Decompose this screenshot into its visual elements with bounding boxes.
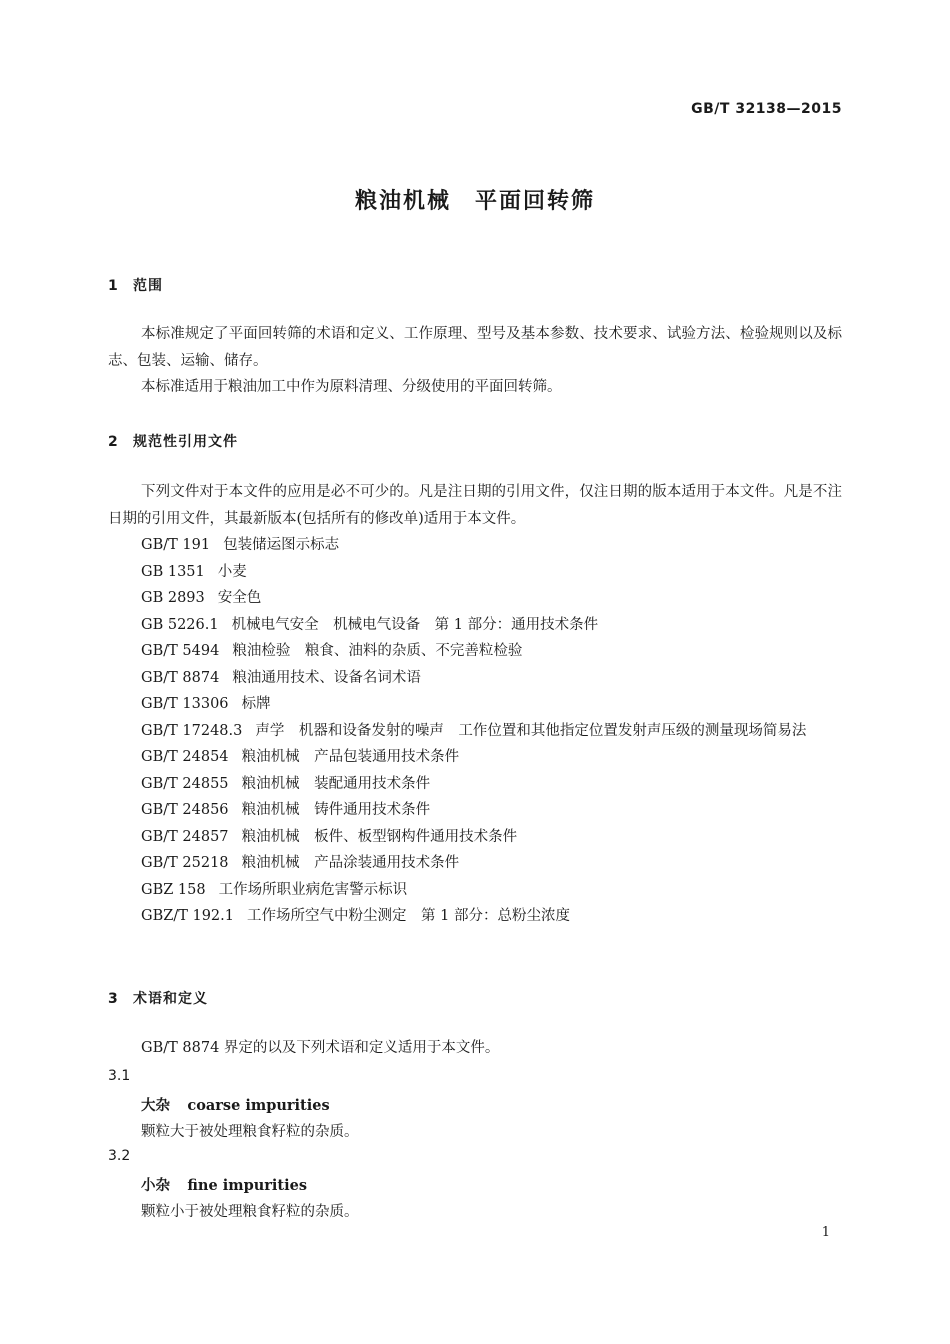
term-number: 3.1 (108, 1068, 131, 1084)
term-name-zh: 大杂 (141, 1097, 170, 1114)
reference-item (108, 718, 842, 745)
paragraph: GB/T 8874 界定的以及下列术语和定义适用于本文件。 (141, 1040, 500, 1056)
reference-title: 粮油机械 产品包装通用技术条件 (241, 749, 460, 765)
reference-title: 粮油机械 产品涂装通用技术条件 (241, 855, 460, 871)
reference-item (108, 691, 842, 718)
term-definition: 颗粒大于被处理粮食籽粒的杂质。 (141, 1124, 359, 1140)
reference-title: 安全色 (217, 590, 262, 606)
reference-code: GB/T 24857 (141, 828, 229, 845)
reference-title: 粮油通用技术、设备名词术语 (232, 669, 421, 686)
page-number: 1 (821, 1225, 830, 1240)
reference-item (108, 559, 842, 586)
reference-code: GB/T 191 (141, 537, 211, 553)
reference-code: GB 2893 (141, 590, 205, 606)
reference-title: 粮油检验 粮食、油料的杂质、不完善粒检验 (232, 643, 523, 659)
reference-item (108, 585, 842, 612)
document-title: 粮油机械 平面回转筛 (354, 189, 595, 214)
reference-code: GB/T 17248.3 (141, 722, 243, 739)
reference-item (108, 744, 842, 771)
reference-code: GB/T 24855 (141, 775, 229, 792)
term-name (141, 1094, 330, 1115)
term-name (141, 1174, 307, 1195)
section-scope-body (108, 321, 842, 401)
term-number: 3.2 (108, 1148, 131, 1164)
section-references-body (108, 479, 842, 930)
reference-item (108, 612, 842, 639)
reference-item (108, 771, 842, 798)
reference-title: 声学 机器和设备发射的噪声 工作位置和其他指定位置发射声压级的测量现场简易法 (255, 722, 807, 739)
term-definition: 颗粒小于被处理粮食籽粒的杂质。 (141, 1204, 359, 1220)
reference-item (108, 665, 842, 692)
reference-title: 包装储运图示标志 (223, 537, 340, 553)
reference-code: GBZ/T 192.1 (141, 908, 234, 924)
term-name-en: fine impurities (187, 1177, 308, 1194)
reference-code: GB/T 24856 (141, 802, 229, 818)
reference-item (108, 824, 842, 851)
reference-code: GBZ 158 (141, 881, 206, 898)
reference-title: 工作场所空气中粉尘测定 第 1 部分：总粉尘浓度 (247, 908, 570, 924)
paragraph: 本标准适用于粮油加工中作为原料清理、分级使用的平面回转筛。 (141, 379, 562, 395)
reference-title: 工作场所职业病危害警示标识 (218, 881, 408, 898)
reference-title: 小麦 (217, 563, 247, 580)
section-number: 2 (108, 434, 119, 450)
section-heading-normative-references (108, 431, 238, 451)
term-name-zh: 小杂 (141, 1177, 170, 1194)
reference-item (108, 877, 842, 904)
paragraph: 本标准规定了平面回转筛的术语和定义、工作原理、型号及基本参数、技术要求、试验方法、检验规则以及标志、包装、运输、储存。 (108, 326, 842, 369)
reference-list (108, 532, 842, 930)
section-title: 规范性引用文件 (133, 434, 238, 450)
paragraph: 下列文件对于本文件的应用是必不可少的。凡是注日期的引用文件，仅注日期的版本适用于本文件。凡是不注日期的引用文件，其最新版本(包括所有的修改单)适用于本文件。 (108, 484, 842, 527)
section-heading-terms-definitions (108, 988, 208, 1008)
reference-code: GB/T 5494 (141, 643, 220, 659)
reference-title: 机械电气安全 机械电气设备 第 1 部分：通用技术条件 (231, 616, 599, 633)
reference-title: 粮油机械 铸件通用技术条件 (241, 802, 431, 818)
section-title: 术语和定义 (133, 991, 208, 1007)
term-name-en: coarse impurities (187, 1097, 330, 1114)
reference-code: GB/T 13306 (141, 696, 229, 712)
section-heading-scope (108, 275, 163, 295)
reference-title: 粮油机械 装配通用技术条件 (241, 775, 431, 792)
reference-item (108, 903, 842, 930)
reference-code: GB 1351 (141, 563, 205, 580)
reference-code: GB/T 24854 (141, 749, 229, 765)
reference-item (108, 532, 842, 559)
reference-code: GB/T 8874 (141, 669, 220, 686)
section-number: 3 (108, 991, 119, 1007)
section-number: 1 (108, 278, 119, 294)
reference-title: 粮油机械 板件、板型钢构件通用技术条件 (241, 828, 518, 845)
section-title: 范围 (133, 278, 163, 294)
reference-item (108, 638, 842, 665)
reference-code: GB/T 25218 (141, 855, 229, 871)
reference-item (108, 797, 842, 824)
reference-item (108, 850, 842, 877)
section-terms-intro (108, 1035, 842, 1062)
reference-code: GB 5226.1 (141, 616, 219, 633)
reference-title: 标牌 (241, 696, 271, 712)
standard-code: GB/T 32138—2015 (691, 101, 842, 117)
